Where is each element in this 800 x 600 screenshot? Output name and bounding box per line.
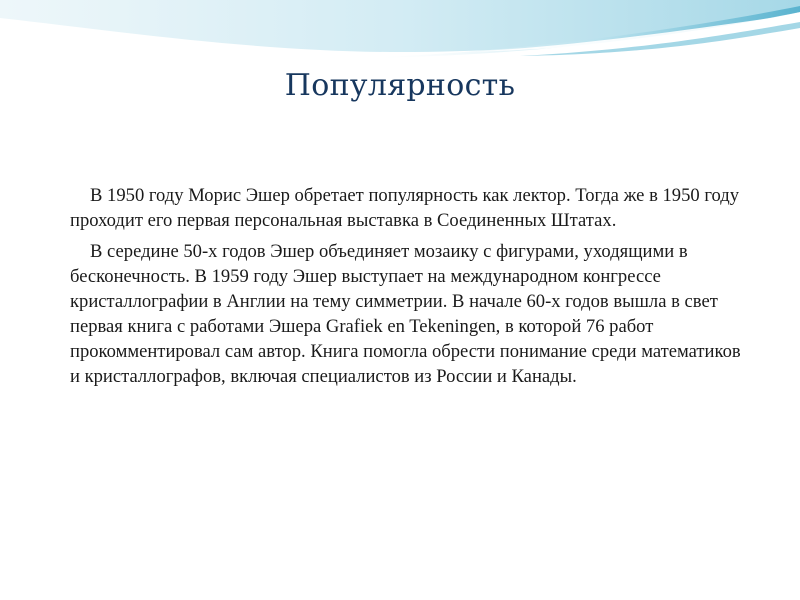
header-wave-decoration xyxy=(0,0,800,70)
slide-body xyxy=(70,183,750,395)
slide-title: Популярность xyxy=(284,68,516,103)
paragraph-1: В 1950 году Морис Эшер обретает популярность как лектор. Тогда же в 1950 году проходит его первая персональная выставка в Соединенных Штатах. xyxy=(70,185,740,231)
paragraph-2: В середине 50-х годов Эшер объединяет мозаику с фигурами, уходящими в бесконечность. В 1959 году Эшер выступает на международном конгрессе кристаллографии в Англии на тему симметрии. В начале 60-х годов вышла в свет первая книга с работами Эшера Grafiek en Tekeningen, в которой 76 работ прокомментировал сам автор. Книга помогла обрести понимание среди математиков и кристаллографов, включая специалистов из России и Канады. xyxy=(70,241,741,387)
